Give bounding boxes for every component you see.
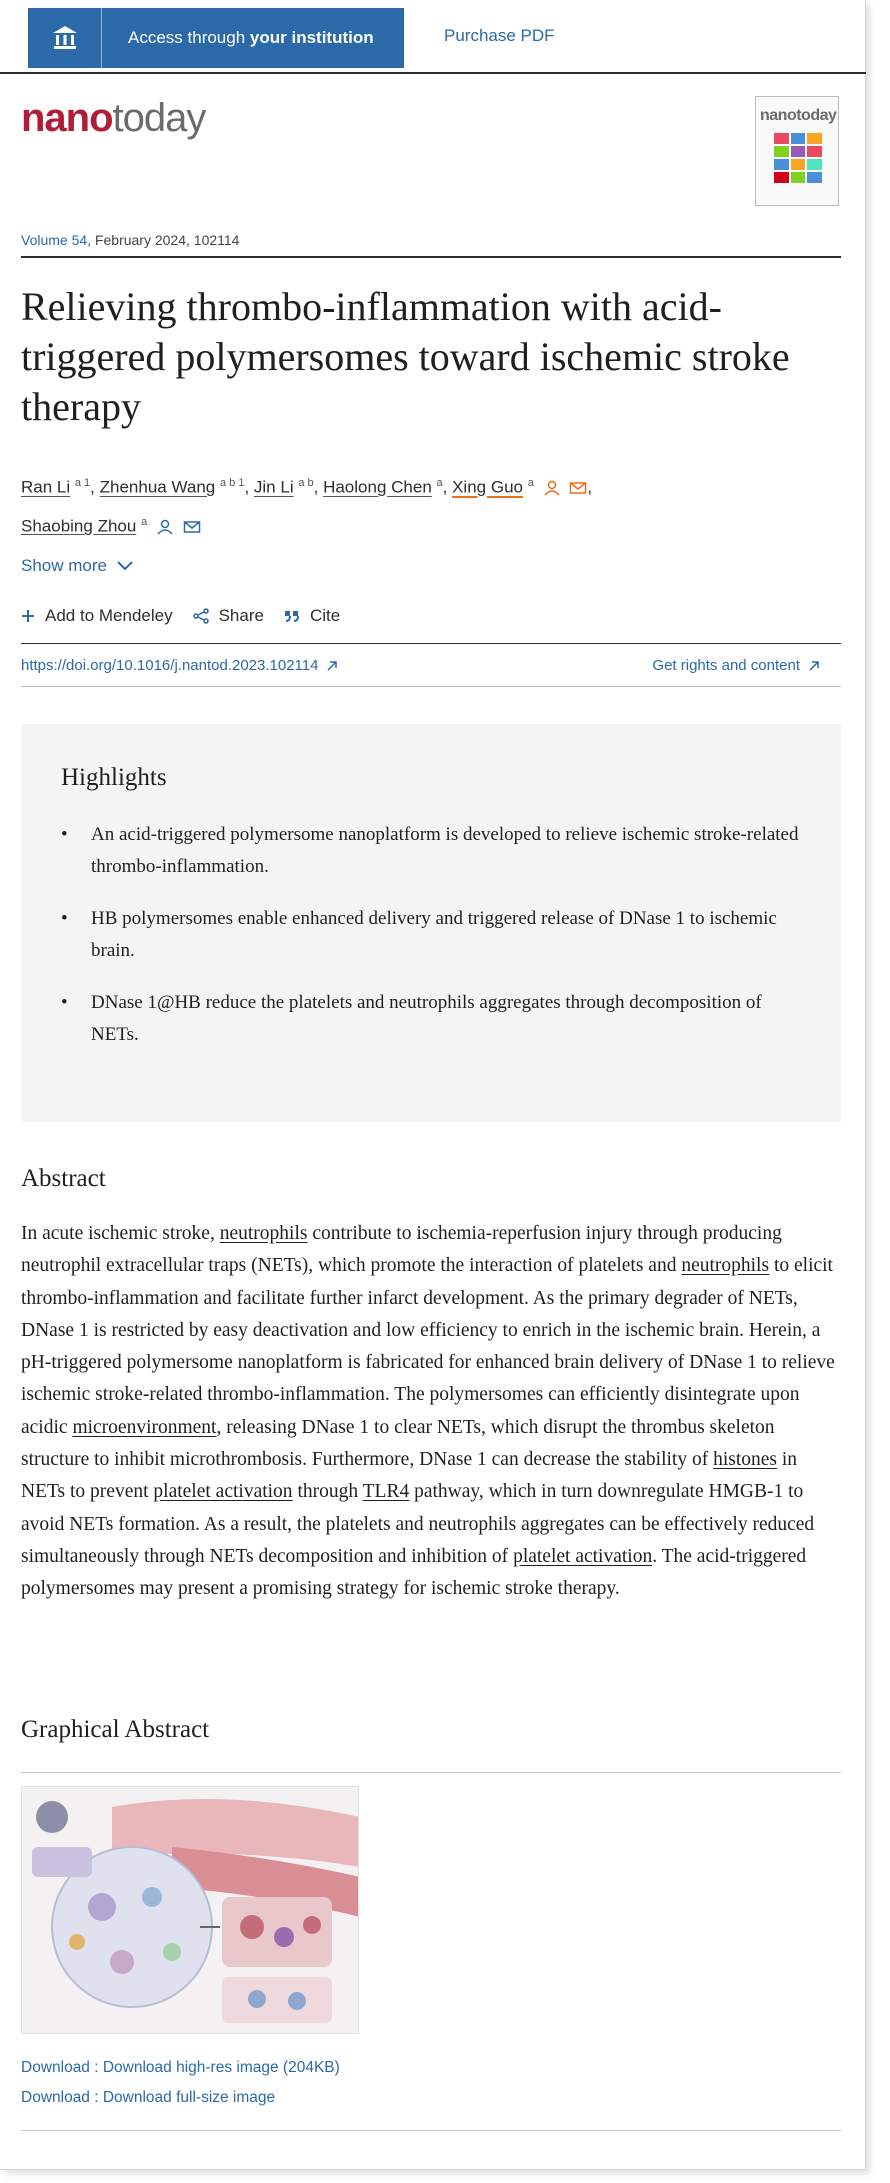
keyword-link[interactable]: microenvironment <box>72 1416 217 1438</box>
download-high-res-link[interactable]: Download : Download high-res image (204KB) <box>21 2059 340 2076</box>
abstract-text: In acute ischemic stroke, neutrophils contribute to ischemia-reperfusion injury through producing neutrophil extracellular traps (NETs), which promote the interaction of platelets and neutrophils to elicit thrombo-inflammation and facilitate further infarct development. As the primary degrader of NETs, DNase 1 is restricted by easy deactivation and low efficiency to enrich in the ischemic brain. Herein, a pH-triggered polymersome nanoplatform is fabricated for enhanced brain delivery of DNase 1 to relieve ischemic stroke-related thrombo-inflammation. The polymersomes can efficiently disintegrate upon acidic microenvironment, releasing DNase 1 to clear NETs, which disrupt the thrombus skeleton structure to inhibit microthrombosis. Furthermore, DNase 1 can decrease the stability of histones in NETs to prevent platelet activation through TLR4 pathway, which in turn downregulate HMGB-1 to avoid NETs formation. As a result, the platelets and neutrophils aggregates can be effectively reduced simultaneously through NETs decomposition and inhibition of platelet activation. The acid-triggered polymersomes may present a promising strategy for ischemic stroke therapy. <box>21 1223 835 1600</box>
highlights-box <box>21 724 841 1122</box>
author-link[interactable]: Jin Li <box>253 477 294 497</box>
author-link[interactable]: Shaobing Zhou <box>21 516 137 536</box>
author-link[interactable]: Zhenhua Wang <box>99 477 216 497</box>
download-full-size-link[interactable]: Download : Download full-size image <box>21 2089 276 2106</box>
keyword-link[interactable]: TLR4 <box>362 1481 410 1503</box>
author-link[interactable]: Ran Li <box>21 477 71 497</box>
volume-link[interactable]: Volume 54 <box>21 232 88 248</box>
plus-icon <box>21 609 35 623</box>
rights-link[interactable]: Get rights and content <box>652 657 820 674</box>
keyword-link[interactable]: neutrophils <box>681 1255 770 1277</box>
institution-icon <box>28 8 102 68</box>
cover-title: nanotoday <box>760 107 837 124</box>
access-label: Access through your institution <box>128 28 374 47</box>
cite-button[interactable]: Cite <box>284 606 340 626</box>
keyword-link[interactable]: histones <box>713 1449 777 1471</box>
graphical-abstract-heading: Graphical Abstract <box>21 1716 210 1743</box>
highlights-heading: Highlights <box>61 764 167 791</box>
divider <box>21 686 841 687</box>
graphical-abstract-illustration <box>22 1787 359 2034</box>
keyword-link[interactable]: platelet activation <box>153 1481 293 1503</box>
author-link[interactable]: Xing Guo <box>452 477 523 497</box>
email-icon[interactable] <box>183 519 201 535</box>
chevron-down-icon <box>117 561 133 571</box>
article-title: Relieving thrombo-inflammation with acid-triggered polymersomes toward ischemic stroke therapy <box>21 284 790 429</box>
email-icon[interactable] <box>569 480 587 496</box>
share-button[interactable]: Share <box>193 606 264 626</box>
list-item: • DNase 1@HB reduce the platelets and neutrophils aggregates through decomposition of NETs. <box>61 987 801 1051</box>
show-more-button[interactable]: Show more <box>21 556 133 576</box>
graphical-abstract-image[interactable] <box>21 1786 359 2034</box>
quote-icon <box>284 609 300 623</box>
highlights-list <box>61 819 801 1071</box>
external-link-icon <box>326 660 338 672</box>
top-bar <box>0 0 866 74</box>
article-actions <box>21 606 360 626</box>
divider <box>21 2130 841 2131</box>
keyword-link[interactable]: neutrophils <box>219 1223 308 1244</box>
journal-logo[interactable]: nanotoday <box>21 96 206 140</box>
author-link[interactable]: Haolong Chen <box>323 477 432 497</box>
share-icon <box>193 608 209 624</box>
author-list: Ran Li $^{a 1}$, Zhenhua Wang $^{a b 1}$, Jin Li $^{a b}$, Haolong Chen $^a$, Xing Guo $^a$ , Shaobing Zhou $^a$ <box>21 477 593 536</box>
purchase-pdf-link[interactable]: Purchase PDF <box>444 26 555 45</box>
person-icon[interactable] <box>156 519 174 535</box>
divider <box>21 1772 841 1773</box>
list-item: • An acid-triggered polymersome nanoplatform is developed to relieve ischemic stroke-related thrombo-inflammation. <box>61 819 801 883</box>
list-item: • HB polymersomes enable enhanced delivery and triggered release of DNase 1 to ischemic brain. <box>61 903 801 967</box>
issue-info: Volume 54, February 2024, 102114 <box>21 232 240 248</box>
doi-link[interactable]: https://doi.org/10.1016/j.nantod.2023.102114 <box>21 657 338 674</box>
person-icon[interactable] <box>543 480 561 496</box>
divider <box>21 643 841 644</box>
add-to-mendeley-button[interactable]: Add to Mendeley <box>21 606 173 626</box>
access-institution-button[interactable] <box>28 8 404 68</box>
journal-cover-image[interactable] <box>755 96 839 206</box>
divider <box>21 256 841 258</box>
abstract-heading: Abstract <box>21 1165 106 1192</box>
keyword-link[interactable]: platelet activation <box>513 1545 653 1567</box>
cover-artwork <box>774 133 822 183</box>
external-link-icon <box>808 660 820 672</box>
